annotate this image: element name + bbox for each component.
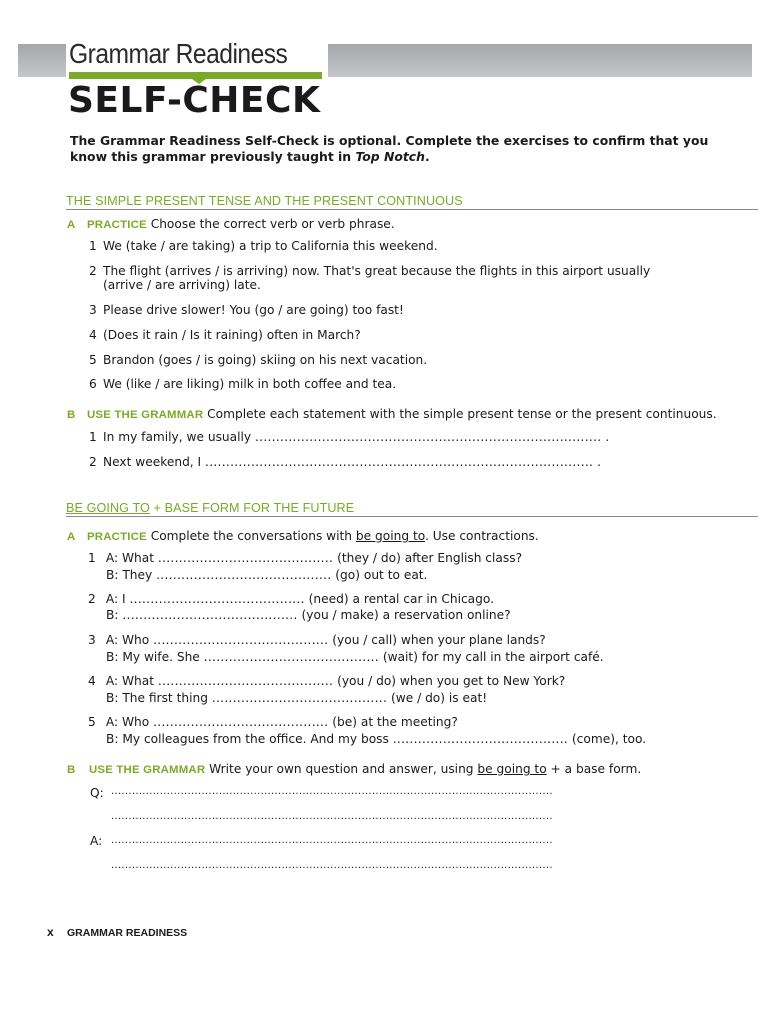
line-pre: Who: [121, 715, 150, 729]
item-number: 6: [89, 377, 97, 391]
speaker-label: A:: [105, 551, 119, 565]
s2-partB-instruction: [67, 762, 641, 776]
s1-partB-item-1: [89, 430, 609, 444]
question-line-1[interactable]: ...............................................................................................................................: [111, 786, 553, 797]
speaker-label: A:: [105, 592, 119, 606]
conv-2-a: [88, 592, 494, 606]
answer-line-2[interactable]: ...............................................................................................................................: [111, 860, 553, 871]
conv-number: 2: [88, 592, 96, 606]
s1-partA-text: Choose the correct verb or verb phrase.: [150, 217, 395, 231]
conv-4-b: [106, 691, 487, 705]
s1-item-3: [89, 303, 404, 317]
answer-blank[interactable]: ..........................................: [153, 715, 329, 729]
header-band-right: [328, 44, 752, 77]
title-underline: [69, 72, 322, 79]
intro-line-2: [70, 149, 430, 164]
s1-partA-letter: A: [67, 219, 76, 231]
answer-blank[interactable]: ...................................................................................: [254, 430, 602, 444]
item-number: 1: [89, 239, 97, 253]
answer-blank[interactable]: ..........................................: [122, 608, 298, 622]
line-post: (wait) for my call in the airport café.: [382, 650, 604, 664]
answer-blank[interactable]: ..........................................: [129, 592, 305, 606]
s2-partA-letter: A: [67, 531, 76, 543]
line-pre: What: [121, 551, 155, 565]
s2-partB-tag: USE THE GRAMMAR: [89, 764, 206, 776]
answer-blank[interactable]: ..........................................: [157, 674, 334, 688]
line-pre: My colleagues from the office. And my boss: [122, 732, 389, 746]
answer-blank[interactable]: ..........................................: [203, 650, 379, 664]
intro-line-2-end: .: [424, 149, 430, 164]
line-post: (be) at the meeting?: [332, 715, 458, 729]
s1-partB-item-2: [89, 455, 601, 469]
line-pre: The first thing: [122, 691, 208, 705]
speaker-label: B:: [106, 650, 119, 664]
section2-heading-underlined: BE GOING TO: [66, 501, 150, 515]
question-label: Q:: [90, 786, 104, 800]
conv-number: 5: [88, 715, 96, 729]
s1-item-6: [89, 377, 396, 391]
conv-2-b: [106, 608, 511, 622]
s1-item-1: [89, 239, 438, 253]
s2-partA-text: [151, 529, 539, 543]
item-text: Brandon (goes / is going) skiing on his next vacation.: [103, 353, 428, 367]
section-title: Grammar Readiness: [69, 38, 288, 69]
s1-partB-text: Complete each statement with the simple present tense or the present continuous.: [207, 407, 717, 421]
line-post: (you / do) when you get to New York?: [337, 674, 566, 688]
conv-number: 1: [88, 551, 96, 565]
item-text: We (take / are taking) a trip to California this weekend.: [103, 239, 438, 253]
item-number: 1: [89, 430, 97, 444]
line-pre: What: [121, 674, 155, 688]
item-end: .: [597, 455, 601, 469]
s1-partB-letter: B: [67, 409, 76, 421]
page-number: x: [47, 925, 54, 939]
speaker-label: B:: [106, 691, 119, 705]
instr-underlined: be going to: [477, 762, 547, 776]
s2-partA-tag: PRACTICE: [87, 531, 147, 543]
conv-number: 4: [88, 674, 96, 688]
answer-blank[interactable]: .............................................................................................: [205, 455, 594, 469]
speaker-label: B:: [106, 608, 119, 622]
section1-heading: THE SIMPLE PRESENT TENSE AND THE PRESENT CONTINUOUS: [66, 194, 758, 210]
footer-label: GRAMMAR READINESS: [67, 927, 188, 939]
instr-pre: Write your own question and answer, using: [209, 762, 478, 776]
answer-blank[interactable]: ..........................................: [157, 551, 334, 565]
line-pre: I: [121, 592, 126, 606]
item-text: In my family, we usually: [103, 430, 252, 444]
item-number: 4: [89, 328, 97, 342]
s1-partA-tag: PRACTICE: [87, 219, 147, 231]
instr-pre: Complete the conversations with: [150, 529, 356, 543]
page-footer: [47, 925, 187, 939]
header-band-left: [18, 44, 66, 77]
answer-blank[interactable]: ..........................................: [211, 691, 388, 705]
line-post: (go) out to eat.: [335, 568, 428, 582]
item-number: 5: [89, 353, 97, 367]
answer-blank[interactable]: ..........................................: [392, 732, 569, 746]
item-end: .: [605, 430, 610, 444]
item-number: 2: [89, 264, 97, 278]
question-line-2[interactable]: ...............................................................................................................................: [111, 811, 553, 822]
item-text: We (like / are liking) milk in both coffee and tea.: [103, 377, 397, 391]
conv-5-a: [88, 715, 458, 729]
s1-partA-instruction: [67, 217, 395, 231]
s1-item-2: [89, 264, 650, 278]
answer-blank[interactable]: ..........................................: [156, 568, 332, 582]
item-text: The flight (arrives / is arriving) now. That's great because the flights in this airport usually: [103, 264, 651, 278]
item-number: 3: [89, 303, 97, 317]
line-pre: They: [122, 568, 153, 582]
speaker-label: B:: [106, 732, 119, 746]
line-post: (we / do) is eat!: [391, 691, 488, 705]
intro-book-title: Top Notch: [355, 149, 425, 164]
line-post: (they / do) after English class?: [337, 551, 523, 565]
item-text: Please drive slower! You (go / are going) too fast!: [103, 303, 404, 317]
instr-post: . Use contractions.: [424, 529, 539, 543]
section2-heading: [66, 501, 758, 517]
line-post: (need) a rental car in Chicago.: [308, 592, 494, 606]
answer-line-1[interactable]: ...............................................................................................................................: [111, 835, 553, 846]
speaker-label: A:: [105, 633, 119, 647]
s1-partB-tag: USE THE GRAMMAR: [87, 409, 204, 421]
line-post: (you / call) when your plane lands?: [332, 633, 546, 647]
s2-partA-instruction: [67, 529, 539, 543]
conv-number: 3: [88, 633, 96, 647]
item-text: (Does it rain / Is it raining) often in March?: [103, 328, 361, 342]
conv-5-b: [106, 732, 646, 746]
conv-4-a: [88, 674, 565, 688]
s2-partB-text: [209, 762, 641, 776]
intro-line-1: The Grammar Readiness Self-Check is optional. Complete the exercises to confirm that you: [70, 133, 709, 148]
speaker-label: A:: [105, 674, 119, 688]
s1-item-4: [89, 328, 361, 342]
intro-line-2-text: know this grammar previously taught in: [70, 149, 356, 164]
conv-1-a: [88, 551, 522, 565]
conv-3-b: [106, 650, 604, 664]
item-number: 2: [89, 455, 97, 469]
answer-blank[interactable]: ..........................................: [153, 633, 329, 647]
instr-underlined: be going to: [355, 529, 425, 543]
item-text: Next weekend, I: [103, 455, 202, 469]
s2-partB-letter: B: [67, 764, 76, 776]
s1-item-5: [89, 353, 427, 367]
s1-item-2-cont: (arrive / are arriving) late.: [103, 278, 261, 292]
speaker-label: A:: [105, 715, 119, 729]
line-pre: My wife. She: [122, 650, 200, 664]
s1-partB-instruction: [67, 407, 717, 421]
conv-1-b: [106, 568, 427, 582]
speaker-label: B:: [106, 568, 119, 582]
page-title: SELF-CHECK: [68, 80, 321, 121]
line-post: (you / make) a reservation online?: [301, 608, 511, 622]
line-post: (come), too.: [571, 732, 647, 746]
section2-heading-rest: + BASE FORM FOR THE FUTURE: [149, 501, 355, 515]
answer-label: A:: [90, 834, 103, 848]
conv-3-a: [88, 633, 546, 647]
instr-post: + a base form.: [546, 762, 642, 776]
line-pre: Who: [121, 633, 150, 647]
